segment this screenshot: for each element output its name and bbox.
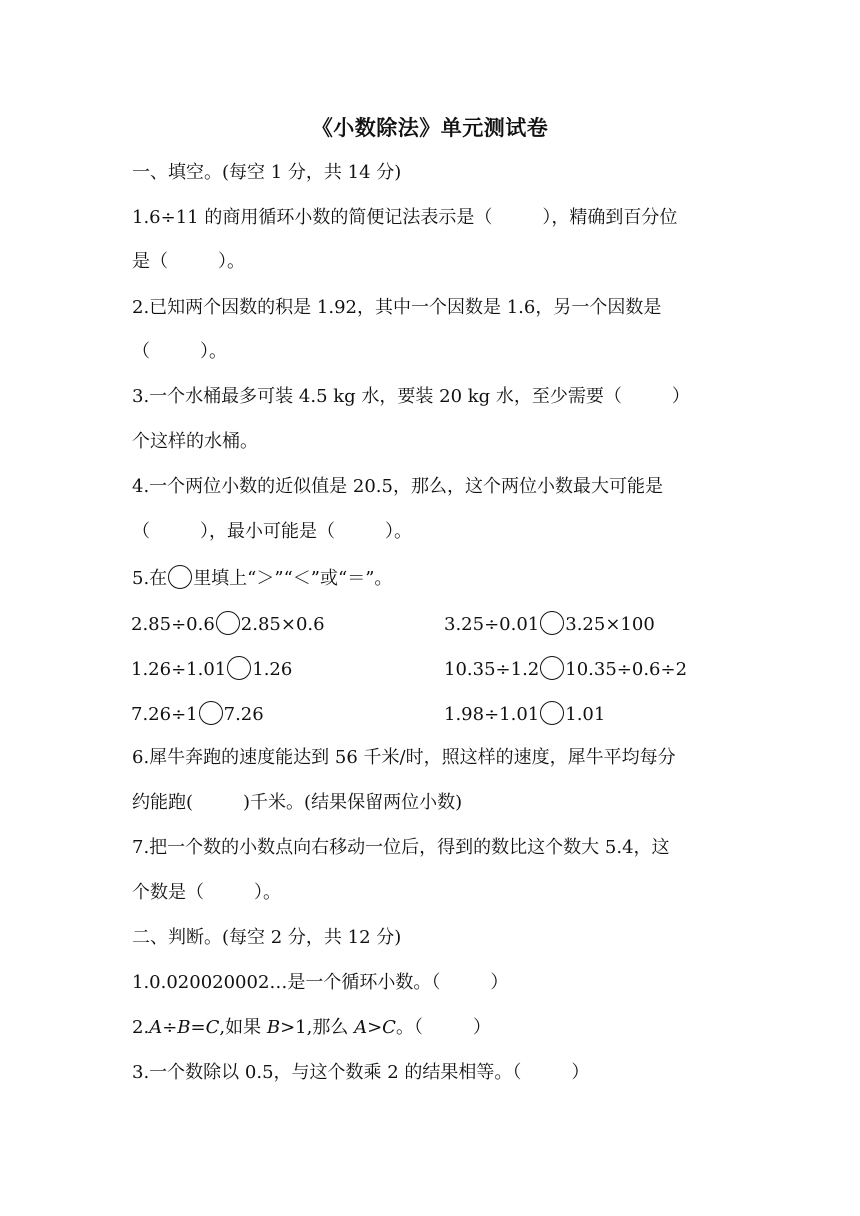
q7-text-b: 个数是（ bbox=[132, 882, 204, 903]
q3-text-a: 3.一个水桶最多可装 4.5 kg 水，要装 20 kg 水，至少需要（ bbox=[132, 386, 622, 407]
circle-icon[interactable] bbox=[227, 656, 251, 680]
q4-text-c: ），最小可能是（ bbox=[200, 521, 335, 542]
judge-question-3 bbox=[132, 1061, 589, 1085]
q3-text-b: ） bbox=[671, 386, 690, 407]
var-b: B bbox=[177, 1017, 191, 1038]
gt-sign: > bbox=[367, 1017, 383, 1038]
compare-item-4 bbox=[444, 656, 687, 682]
compare-left: 1.26÷1.01 bbox=[131, 659, 227, 680]
compare-item-5 bbox=[131, 701, 264, 727]
j3-text-b: ） bbox=[571, 1062, 590, 1083]
circle-icon[interactable] bbox=[540, 656, 564, 680]
compare-left: 3.25÷0.01 bbox=[444, 614, 540, 635]
compare-left: 10.35÷1.2 bbox=[444, 659, 540, 680]
j2-text-end: 。（ bbox=[395, 1017, 423, 1038]
question-2-line-1: 2.已知两个因数的积是 1.92，其中一个因数是 1.6，另一个因数是 bbox=[132, 297, 662, 318]
circle-icon[interactable] bbox=[199, 701, 223, 725]
j2-text-gt1: >1,那么 bbox=[280, 1017, 355, 1038]
div-sign: ÷ bbox=[162, 1017, 178, 1038]
eq-sign: = bbox=[190, 1017, 206, 1038]
question-4-line-1: 4.一个两位小数的近似值是 20.5，那么，这个两位小数最大可能是 bbox=[132, 476, 663, 497]
compare-right: 10.35÷0.6÷2 bbox=[565, 659, 688, 680]
compare-right: 3.25×100 bbox=[565, 614, 655, 635]
question-6-line-1: 6.犀牛奔跑的速度能达到 56 千米/时，照这样的速度，犀牛平均每分 bbox=[132, 747, 676, 768]
question-7-line-1: 7.把一个数的小数点向右移动一位后，得到的数比这个数大 5.4，这 bbox=[132, 837, 670, 858]
compare-right: 7.26 bbox=[223, 704, 264, 725]
var-c: C bbox=[205, 1017, 220, 1038]
compare-right: 2.85×0.6 bbox=[240, 614, 325, 635]
compare-item-3 bbox=[131, 656, 292, 682]
var-c: C bbox=[382, 1017, 396, 1038]
j3-text-a: 3.一个数除以 0.5，与这个数乘 2 的结果相等。（ bbox=[132, 1062, 522, 1083]
compare-left: 2.85÷0.6 bbox=[131, 614, 215, 635]
compare-right: 1.26 bbox=[252, 659, 293, 680]
question-6-line-2 bbox=[132, 791, 462, 815]
q1-text-c: 是（ bbox=[132, 251, 168, 272]
q7-text-c: ）。 bbox=[254, 882, 281, 903]
circle-icon[interactable] bbox=[216, 611, 240, 635]
j2-number: 2. bbox=[132, 1017, 150, 1038]
circle-icon bbox=[168, 565, 192, 589]
question-1-line-2 bbox=[132, 250, 245, 274]
q1-text-d: ）。 bbox=[218, 251, 245, 272]
j2-text-close: ） bbox=[472, 1017, 491, 1038]
judge-question-2 bbox=[132, 1016, 491, 1040]
question-4-line-2 bbox=[132, 520, 412, 544]
j2-text-mid: ,如果 bbox=[219, 1017, 267, 1038]
question-2-line-2 bbox=[132, 340, 227, 364]
compare-left: 7.26÷1 bbox=[131, 704, 198, 725]
circle-icon[interactable] bbox=[540, 611, 564, 635]
compare-item-2 bbox=[444, 611, 655, 637]
judge-question-1 bbox=[132, 971, 508, 995]
compare-item-1 bbox=[131, 611, 325, 637]
compare-right: 1.01 bbox=[565, 704, 606, 725]
compare-left: 1.98÷1.01 bbox=[444, 704, 540, 725]
q1-text-a: 1.6÷11 的商用循环小数的简便记法表示是（ bbox=[132, 207, 493, 228]
q4-text-b: （ bbox=[132, 521, 150, 542]
circle-icon[interactable] bbox=[540, 701, 564, 725]
q5-text-a: 5.在 bbox=[132, 568, 168, 589]
q2-text-c: ）。 bbox=[200, 341, 227, 362]
q4-text-d: ）。 bbox=[385, 521, 412, 542]
j1-text-a: 1.0.020020002…是一个循环小数。（ bbox=[132, 972, 441, 993]
var-b: B bbox=[266, 1017, 281, 1038]
section2-heading: 二、判断。(每空 2 分，共 12 分) bbox=[132, 927, 402, 948]
question-1-line-1 bbox=[132, 206, 677, 230]
compare-item-6 bbox=[444, 701, 605, 727]
j1-text-b: ） bbox=[490, 972, 509, 993]
q1-text-b: ），精确到百分位 bbox=[542, 207, 678, 228]
q2-text-b: （ bbox=[132, 341, 150, 362]
section1-heading: 一、填空。(每空 1 分，共 14 分) bbox=[132, 162, 402, 183]
var-a: A bbox=[149, 1017, 163, 1038]
q6-text-b: 约能跑( bbox=[132, 792, 194, 813]
var-a: A bbox=[354, 1017, 368, 1038]
question-3-line-2: 个这样的水桶。 bbox=[132, 431, 258, 452]
question-5-line-1 bbox=[132, 565, 392, 591]
question-3-line-1 bbox=[132, 385, 690, 409]
q5-text-b: 里填上“＞”“＜”或“＝”。 bbox=[193, 568, 393, 589]
page-title: 《小数除法》单元测试卷 bbox=[311, 115, 549, 140]
question-7-line-2 bbox=[132, 881, 281, 905]
q6-text-c: )千米。(结果保留两位小数) bbox=[243, 792, 463, 813]
